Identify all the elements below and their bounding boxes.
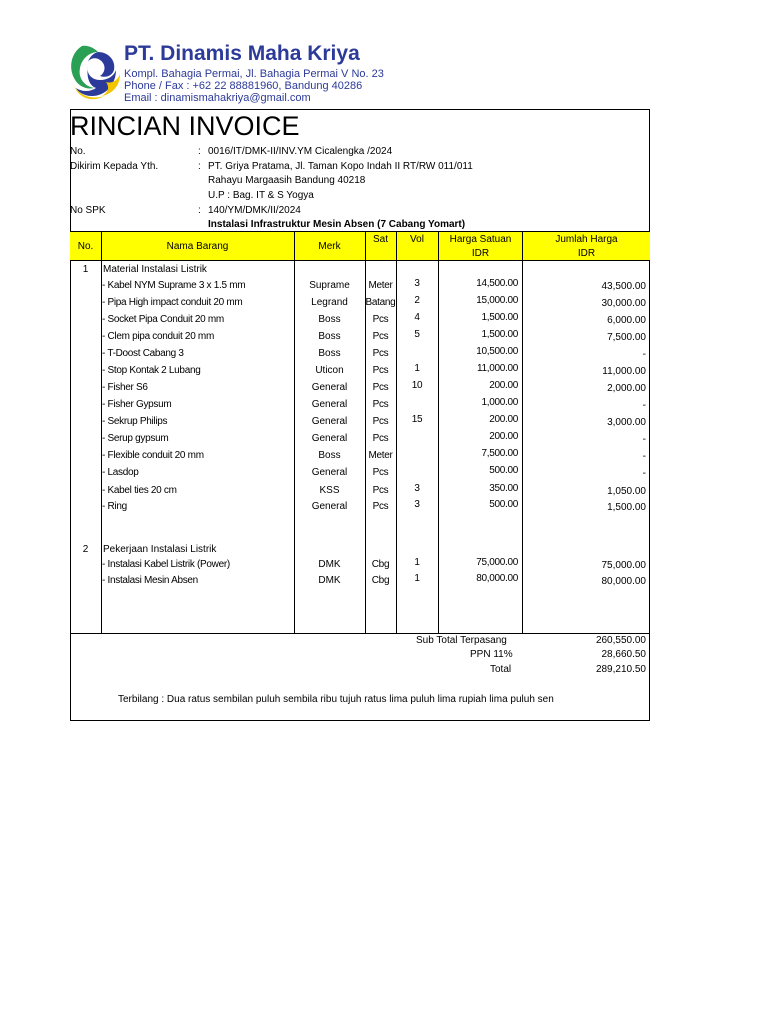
item-total: 3,000.00 (607, 417, 646, 428)
invoice-no-label: No. (70, 146, 86, 157)
item-total: 1,500.00 (607, 502, 646, 513)
item-volume: 3 (414, 278, 420, 289)
item-unit-price: 200.00 (489, 431, 518, 442)
recipient-label: Dikirim Kepada Yth. (70, 161, 159, 172)
item-merk: Suprame (309, 280, 350, 291)
item-unit: Batang (365, 297, 396, 308)
ppn-value: 28,660.50 (601, 649, 646, 660)
item-unit-price: 1,500.00 (481, 312, 518, 323)
item-name: - Instalasi Mesin Absen (102, 575, 198, 586)
item-name: - Sekrup Philips (102, 416, 168, 427)
spk-value: 140/YM/DMK/II/2024 (208, 205, 301, 216)
item-total: - (642, 451, 646, 462)
item-name: - Lasdop (102, 467, 139, 478)
total-value: 289,210.50 (595, 664, 646, 675)
item-unit-price: 500.00 (489, 465, 518, 476)
item-merk: General (311, 416, 348, 427)
col-header-vol: Vol (410, 234, 424, 245)
item-volume: 3 (414, 499, 420, 510)
invoice-subject: Instalasi Infrastruktur Mesin Absen (7 Cabang Yomart) (208, 219, 466, 230)
item-unit: Pcs (372, 399, 389, 410)
item-unit: Pcs (372, 416, 389, 427)
item-merk: DMK (318, 559, 341, 570)
company-phone: Phone / Fax : +62 22 88881960, Bandung 40286 (124, 80, 363, 92)
subtotal-label: Sub Total Terpasang (416, 635, 507, 646)
item-name: - Fisher Gypsum (102, 399, 172, 410)
invoice-frame (70, 109, 650, 721)
item-volume: 15 (411, 414, 423, 425)
item-unit-price: 350.00 (489, 483, 518, 494)
company-logo-icon (68, 42, 122, 102)
item-unit-price: 15,000.00 (476, 295, 518, 306)
item-name: - Ring (102, 501, 127, 512)
item-name: - Pipa High impact conduit 20 mm (102, 297, 243, 308)
item-total: 43,500.00 (601, 281, 646, 292)
section-title: Pekerjaan Instalasi Listrik (103, 544, 217, 555)
item-total: - (642, 400, 646, 411)
item-unit-price: 1,500.00 (481, 329, 518, 340)
item-name: - Fisher S6 (102, 382, 148, 393)
item-unit: Cbg (371, 575, 390, 586)
item-unit: Pcs (372, 467, 389, 478)
item-name: - T-Doost Cabang 3 (102, 348, 184, 359)
item-merk: Legrand (311, 297, 348, 308)
item-merk: General (311, 382, 348, 393)
ppn-label: PPN 11% (470, 649, 513, 660)
item-unit-price: 500.00 (489, 499, 518, 510)
recipient-line-2: Rahayu Margaasih Bandung 40218 (208, 175, 366, 186)
item-unit: Pcs (372, 314, 389, 325)
company-header (68, 40, 468, 104)
table-header (70, 231, 650, 261)
item-total: 11,000.00 (602, 366, 646, 377)
item-total: 1,050.00 (607, 486, 646, 497)
col-header-sat: Sat (372, 234, 388, 245)
item-unit: Meter (368, 450, 393, 461)
item-merk: Boss (318, 348, 341, 359)
item-volume: 5 (414, 329, 420, 340)
item-unit-price: 80,000.00 (476, 573, 518, 584)
item-unit-price: 200.00 (489, 414, 518, 425)
subtotal-value: 260,550.00 (595, 635, 646, 646)
item-total: 6,000.00 (607, 315, 646, 326)
col-header-jumlah: Jumlah Harga (555, 234, 618, 245)
item-merk: General (311, 467, 348, 478)
item-name: - Kabel ties 20 cm (102, 485, 177, 496)
col-header-no: No. (77, 241, 94, 252)
item-total: - (642, 349, 646, 360)
item-name: - Instalasi Kabel Listrik (Power) (102, 559, 230, 570)
spk-label: No SPK (70, 205, 106, 216)
item-total: 75,000.00 (601, 560, 646, 571)
colon: : (198, 205, 201, 216)
item-volume: 4 (414, 312, 420, 323)
item-name: - Socket Pipa Conduit 20 mm (102, 314, 224, 325)
item-unit: Pcs (372, 485, 389, 496)
item-unit-price: 11,000.00 (476, 363, 518, 374)
item-total: 7,500.00 (607, 332, 646, 343)
col-header-harga-idr: IDR (471, 248, 490, 259)
item-total: - (642, 434, 646, 445)
item-volume: 1 (414, 363, 420, 374)
item-unit: Pcs (372, 365, 389, 376)
company-name: PT. Dinamis Maha Kriya (124, 42, 360, 65)
item-merk: Uticon (315, 365, 344, 376)
item-unit: Cbg (371, 559, 390, 570)
item-total: 30,000.00 (601, 298, 646, 309)
item-unit: Pcs (372, 348, 389, 359)
item-volume: 2 (414, 295, 420, 306)
item-merk: General (311, 399, 348, 410)
section-no: 1 (82, 264, 89, 275)
item-merk: DMK (318, 575, 341, 586)
section-no: 2 (82, 544, 89, 555)
item-unit: Pcs (372, 501, 389, 512)
col-header-jumlah-idr: IDR (577, 248, 596, 259)
company-address: Kompl. Bahagia Permai, Jl. Bahagia Permai V No. 23 (124, 68, 384, 80)
item-unit: Pcs (372, 382, 389, 393)
item-unit-price: 1,000.00 (481, 397, 518, 408)
company-email: Email : dinamismahakriya@gmail.com (124, 92, 311, 104)
item-merk: Boss (318, 450, 341, 461)
item-volume: 1 (414, 573, 420, 584)
recipient-line-1: PT. Griya Pratama, Jl. Taman Kopo Indah II RT/RW 011/011 (208, 161, 473, 172)
item-unit-price: 7,500.00 (481, 448, 518, 459)
item-unit-price: 14,500.00 (476, 278, 518, 289)
col-header-harga: Harga Satuan (449, 234, 512, 245)
item-merk: Boss (318, 314, 341, 325)
item-name: - Stop Kontak 2 Lubang (102, 365, 201, 376)
item-unit-price: 75,000.00 (476, 557, 518, 568)
item-name: - Serup gypsum (102, 433, 169, 444)
item-name: - Clem pipa conduit 20 mm (102, 331, 214, 342)
item-unit: Meter (368, 280, 393, 291)
item-merk: Boss (318, 331, 341, 342)
item-name: - Flexible conduit 20 mm (102, 450, 204, 461)
col-header-nama: Nama Barang (166, 241, 229, 252)
item-volume: 1 (414, 557, 420, 568)
item-total: - (642, 468, 646, 479)
item-unit-price: 10,500.00 (476, 346, 518, 357)
invoice-no-value: 0016/IT/DMK-II/INV.YM Cicalengka /2024 (208, 146, 393, 157)
table-bottom-line (70, 633, 650, 634)
item-merk: General (311, 501, 348, 512)
recipient-line-3: U.P : Bag. IT & S Yogya (208, 190, 314, 201)
item-total: 2,000.00 (607, 383, 646, 394)
invoice-title: RINCIAN INVOICE (70, 111, 300, 141)
item-merk: KSS (319, 485, 340, 496)
section-title: Material Instalasi Listrik (103, 264, 207, 275)
colon: : (198, 146, 201, 157)
item-volume: 10 (411, 380, 423, 391)
item-unit: Pcs (372, 331, 389, 342)
item-unit-price: 200.00 (489, 380, 518, 391)
terbilang-text: Terbilang : Dua ratus sembilan puluh sembila ribu tujuh ratus lima puluh lima rupiah lima puluh sen (118, 694, 554, 705)
total-label: Total (490, 664, 512, 675)
item-unit: Pcs (372, 433, 389, 444)
item-merk: General (311, 433, 348, 444)
item-volume: 3 (414, 483, 420, 494)
col-header-merk: Merk (318, 241, 341, 252)
item-total: 80,000.00 (601, 576, 646, 587)
item-name: - Kabel NYM Suprame 3 x 1.5 mm (102, 280, 246, 291)
colon: : (198, 161, 201, 172)
